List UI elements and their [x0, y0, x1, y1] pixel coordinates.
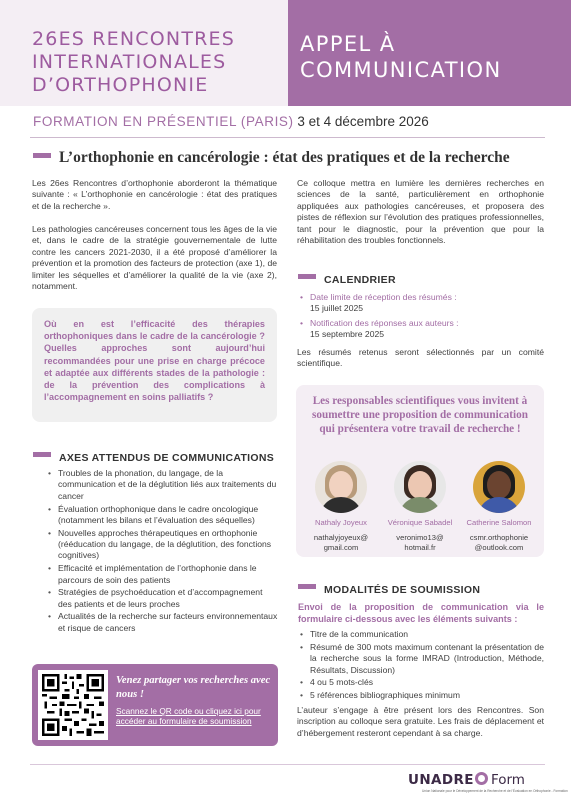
call-title-line-2: COMMUNICATION: [300, 58, 502, 82]
axes-heading-text: AXES ATTENDUS DE COMMUNICATIONS: [59, 452, 275, 464]
face-shape: [487, 471, 511, 499]
title-bar-icon: [33, 153, 51, 158]
intro-paragraph-1: Les 26es Rencontres d’orthophonie aborderont la thématique suivante : « L’orthophonie en cancérologie : état des pratiques et de la recherche ».: [32, 178, 277, 211]
calendar-bar-icon: [298, 274, 316, 279]
calendar-item: [298, 318, 459, 341]
person-name: Véronique Sabadel: [387, 518, 453, 527]
person-card: [379, 461, 461, 552]
axes-heading: [33, 448, 274, 466]
logo-part-1: UNADRE: [408, 772, 474, 788]
main-title: [33, 149, 543, 167]
footer-divider: [30, 764, 545, 765]
calendar-item: [298, 292, 457, 315]
email-line: veronimo13@: [396, 533, 444, 542]
face-shape: [408, 471, 432, 499]
submission-note: L’auteur s’engage à être présent lors des Rencontres. Son inscription au colloque sera gratuite. Les frais de déplacement et d’hébergement resteront cependant à sa charge.: [297, 705, 544, 738]
submission-intro: Envoi de la proposition de communication via le formulaire ci-dessous avec les éléments suivants :: [298, 602, 544, 625]
email-line: nathalyjoyeux@: [313, 533, 369, 542]
question-text: Où en est l’efficacité des thérapies orthophoniques dans le cadre de la cancérologie ? Quelles approches sont aujourd’hui recommandées pour une prise en charge précoce et adaptée aux différents stades de la pathologie : de la prévention des complications à l’accompagnement en soins palliatifs ?: [44, 319, 265, 403]
list-item: • Résumé de 300 mots maximum contenant la présentation de la recherche sous la forme IMRAD (Introduction, Méthode, Résultats, Discussion): [298, 642, 544, 676]
axes-bar-icon: [33, 452, 51, 457]
avatar: [394, 461, 446, 513]
list-item: • Actualités de la recherche sur facteurs environnementaux et risque de cancers: [46, 611, 278, 634]
scientific-leads-box: [296, 385, 544, 557]
email-line: hotmail.fr: [404, 542, 436, 552]
logo-part-2: Form: [490, 772, 525, 788]
person-email[interactable]: [458, 533, 540, 552]
event-name-line-1: 26ES RENCONTRES: [32, 28, 236, 50]
divider: [30, 137, 545, 138]
intro-paragraph-right: Ce colloque mettra en lumière les dernières recherches en sciences de la santé, particulièrement en orthophonie appliquées aux pathologies cancéreuses, et proposera des pistes de réflexion sur l’évolution des pratiques professionnelles, tant pour le diagnostic, pour la prévention que pour la réhabilitation des troubles fonctionnels.: [297, 178, 544, 246]
person-name: Nathaly Joyeux: [315, 518, 367, 527]
list-item: • 5 références bibliographiques minimum: [298, 690, 544, 701]
calendar-heading-text: CALENDRIER: [324, 274, 396, 286]
calendar-heading: [298, 270, 396, 288]
qr-code-icon[interactable]: [38, 670, 108, 740]
email-line: gmail.com: [323, 542, 359, 552]
person-card: [458, 461, 540, 552]
formation-dates: 3 et 4 décembre 2026: [297, 114, 429, 129]
unadreo-logo: [408, 771, 568, 793]
intro-paragraph-2: Les pathologies cancéreuses concernent tous les âges de la vie et, dans le cadre de la stratégie gouvernementale de lutte contre les cancers 2021-2030, il a été proposé d’améliorer la prévention et la promotion des facteurs de protection (axe 1), de limiter les séquelles et d’améliorer la qualité de la vie (axe 2), notamment.: [32, 224, 277, 292]
face-shape: [329, 471, 353, 499]
person-name: Catherine Salomon: [466, 518, 532, 527]
formation-line: [33, 114, 429, 129]
calendar-note: Les résumés retenus seront sélectionnés par un comité scientifique.: [297, 347, 544, 369]
person-email[interactable]: [379, 533, 461, 552]
calendar-item-date: 15 juillet 2025: [310, 303, 364, 314]
main-title-text: L’orthophonie en cancérologie : état des pratiques et de la recherche: [59, 149, 510, 166]
event-name-line-3: D’ORTHOPHONIE: [32, 74, 209, 96]
shoulders-shape: [319, 497, 363, 513]
email-line: @outlook.com: [474, 542, 524, 552]
scientific-leads-title: Les responsables scientifiques vous invitent à soumettre une proposition de communication qui présentera votre travail de recherche !: [312, 395, 528, 435]
submission-form-link[interactable]: Scannez le QR code ou cliquez ici pour accéder au formulaire de soumission: [116, 706, 261, 727]
formation-type: FORMATION EN PRÉSENTIEL (PARIS): [33, 114, 294, 129]
person-card: [300, 461, 382, 552]
list-item: • Efficacité et implémentation de l’orthophonie dans le parcours de soin des patients: [46, 563, 278, 586]
calendar-item-date: 15 septembre 2025: [310, 329, 385, 340]
list-item: • Titre de la communication: [298, 629, 544, 640]
submission-bar-icon: [298, 584, 316, 589]
submission-list: [298, 629, 544, 703]
calendar-item-label: • Date limite de réception des résumés :: [298, 292, 457, 303]
calendar-item-label: • Notification des réponses aux auteurs :: [298, 318, 459, 329]
list-item: • 4 ou 5 mots-clés: [298, 677, 544, 688]
event-name-line-2: INTERNATIONALES: [32, 51, 227, 73]
list-item: • Nouvelles approches thérapeutiques en orthophonie (rééducation du langage, de la déglutition, des fonctions cognitives): [46, 528, 278, 562]
event-name-panel: [0, 0, 288, 106]
call-for-papers-panel: [288, 0, 571, 106]
avatar: [473, 461, 525, 513]
axes-list: [46, 468, 278, 635]
avatar: [315, 461, 367, 513]
submission-heading: [298, 580, 480, 598]
list-item: • Stratégies de psychoéducation et d’accompagnement des patients et de leurs proches: [46, 587, 278, 610]
call-title-line-1: APPEL À: [300, 32, 396, 56]
logo-o-icon: [475, 772, 488, 785]
shoulders-shape: [398, 497, 442, 513]
person-email[interactable]: [300, 533, 382, 552]
logo-subtitle: Union Nationale pour le Développement de la Recherche et de l’Évaluation en Orthophonie - Formation: [422, 789, 568, 793]
qr-box-title: Venez partager vos recherches avec nous !: [116, 675, 271, 700]
qr-submission-box[interactable]: [32, 664, 278, 746]
question-box: [32, 308, 277, 422]
header: [0, 0, 571, 106]
list-item: • Évaluation orthophonique dans le cadre oncologique (notamment les bilans et l’évaluation des séquelles): [46, 504, 278, 527]
email-line: csmr.orthophonie: [469, 533, 529, 542]
list-item: • Troubles de la phonation, du langage, de la communication et de la déglutition liés aux traitements du cancer: [46, 468, 278, 502]
shoulders-shape: [477, 497, 521, 513]
submission-heading-text: MODALITÉS DE SOUMISSION: [324, 584, 481, 596]
